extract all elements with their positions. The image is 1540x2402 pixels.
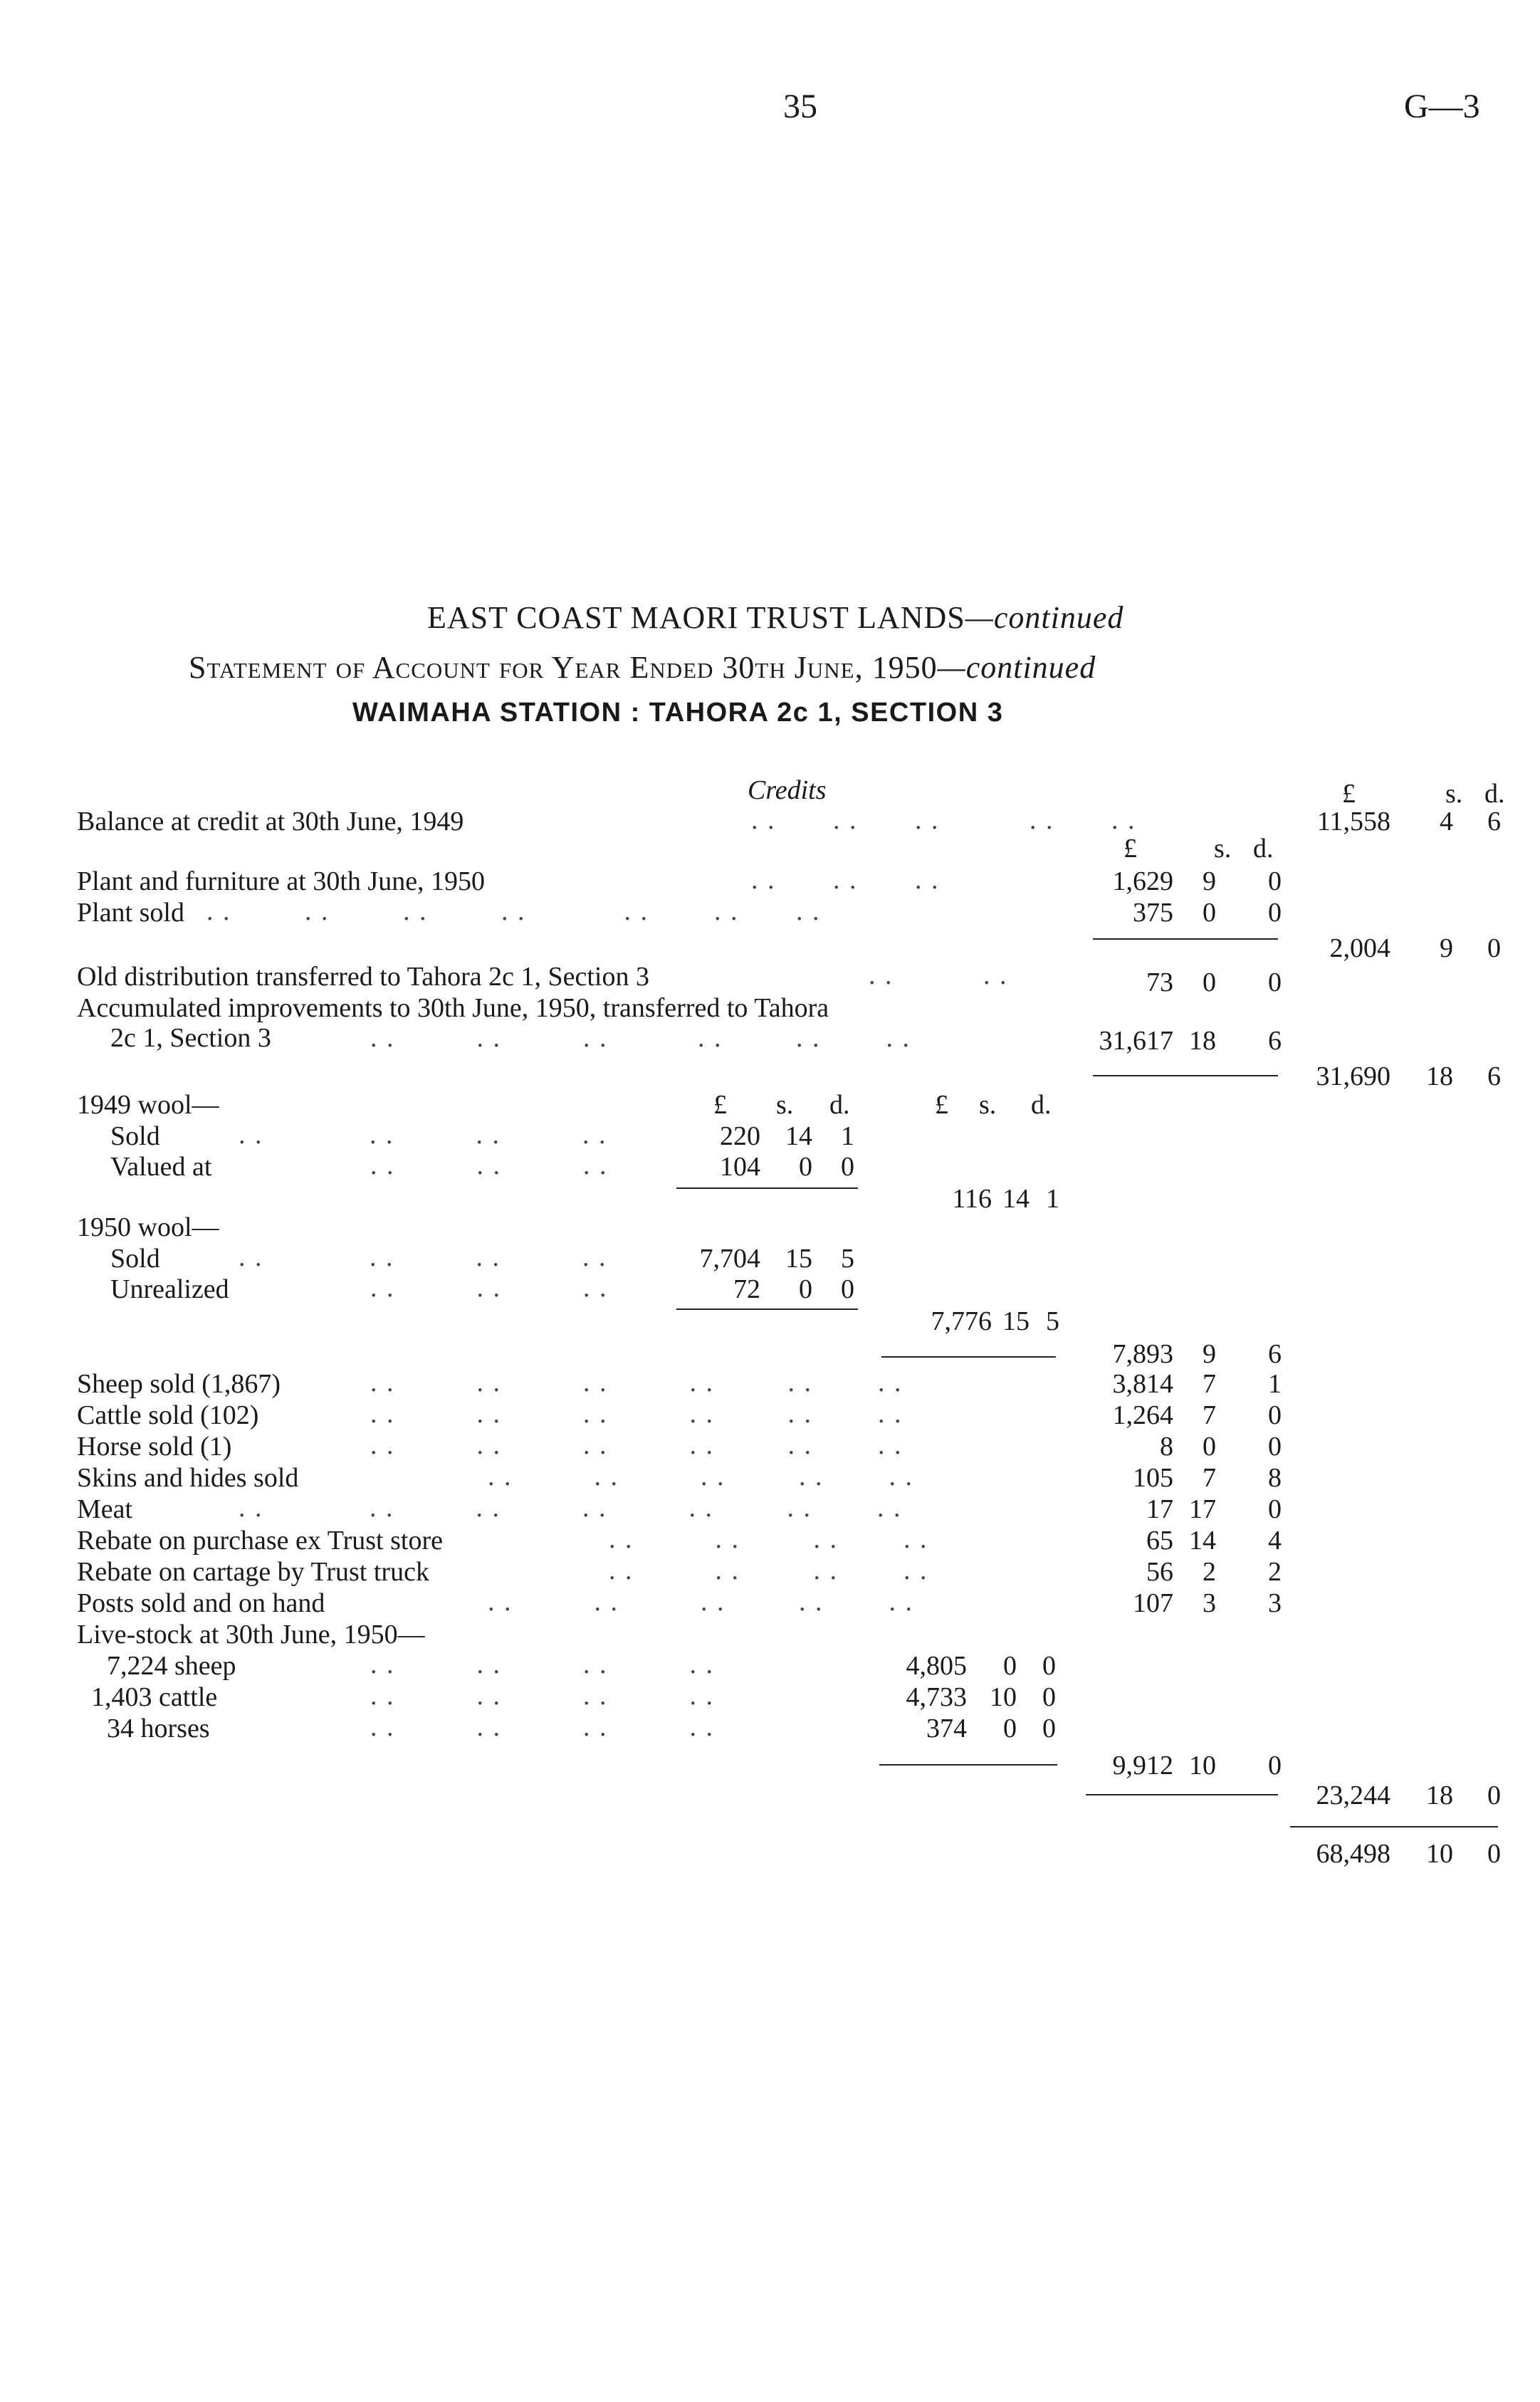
leader-dots: . . . . . . . . . . . . — [370, 1430, 903, 1460]
transfer-total-shillings: 18 — [1426, 1061, 1453, 1091]
wool-1950-total-pounds: 7,776 — [931, 1306, 992, 1336]
skins-hides-label: Skins and hides sold — [77, 1463, 299, 1493]
rebate-cartage-pounds: 56 — [1146, 1557, 1173, 1587]
rebate-cartage-label: Rebate on cartage by Trust truck — [77, 1557, 429, 1587]
livestock-sheep-shillings: 0 — [1003, 1651, 1017, 1681]
wool-1949-sold-label: Sold — [110, 1121, 160, 1151]
wool-1949-heading: 1949 wool— — [77, 1090, 219, 1120]
leader-dots: . . . . . . . . — [370, 1712, 714, 1742]
plant-total-shillings: 9 — [1440, 933, 1453, 963]
wool-1949-valued-label: Valued at — [110, 1152, 212, 1182]
leader-dots: . . . . . . . . . . . . . . — [239, 1493, 902, 1523]
rebate-cartage-shillings: 2 — [1203, 1557, 1216, 1587]
cattle-sold-shillings: 7 — [1203, 1400, 1216, 1430]
livestock-sheep-label: 7,224 sheep — [107, 1651, 236, 1681]
old-distribution-shillings: 0 — [1203, 967, 1216, 997]
leader-dots: . . . . . . . . . . . . — [370, 1368, 903, 1397]
col2-pound-header: £ — [935, 1090, 948, 1120]
col1-s-header: s. — [776, 1090, 794, 1120]
plant-total-pounds: 2,004 — [1329, 933, 1390, 963]
plant-sold-shillings: 0 — [1203, 898, 1216, 928]
subtotal-rule — [879, 1764, 1057, 1766]
trading-total-pence: 0 — [1487, 1780, 1501, 1810]
skins-hides-pence: 8 — [1268, 1463, 1282, 1493]
leader-dots: . . . . . . . . . . — [488, 1587, 913, 1617]
wool-1950-sold-pounds: 7,704 — [699, 1244, 760, 1274]
col4-s-header: s. — [1445, 779, 1463, 809]
livestock-cattle-pence: 0 — [1042, 1682, 1056, 1712]
transfer-total-pence: 6 — [1487, 1061, 1501, 1091]
plant-furniture-pounds: 1,629 — [1112, 866, 1173, 896]
leader-dots: . . . . . . — [370, 1273, 608, 1303]
plant-sold-pence: 0 — [1268, 898, 1282, 928]
wool-1949-sold-pounds: 220 — [720, 1121, 760, 1151]
plant-furniture-shillings: 9 — [1203, 866, 1216, 896]
livestock-horses-pounds: 374 — [926, 1714, 967, 1743]
plant-furniture-pence: 0 — [1268, 866, 1282, 896]
meat-label: Meat — [77, 1494, 133, 1524]
livestock-cattle-pounds: 4,733 — [906, 1682, 967, 1712]
title-line-3: WAIMAHA STATION : TAHORA 2c 1, SECTION 3 — [352, 698, 1004, 728]
accumulated-improvements-shillings: 18 — [1189, 1026, 1216, 1056]
wool-1950-sold-shillings: 15 — [785, 1244, 812, 1274]
document-reference: G—3 — [1404, 88, 1480, 125]
page-number: 35 — [783, 88, 817, 125]
cattle-sold-label: Cattle sold (102) — [77, 1400, 259, 1430]
wool-total-pounds: 7,893 — [1112, 1339, 1173, 1369]
balance-pounds: 11,558 — [1316, 807, 1390, 836]
skins-hides-pounds: 105 — [1133, 1463, 1173, 1493]
livestock-sheep-pence: 0 — [1042, 1651, 1056, 1681]
balance-pence: 6 — [1487, 807, 1501, 836]
wool-1949-sold-shillings: 14 — [785, 1121, 812, 1151]
leader-dots: . . . . . . . . . . — [751, 805, 1136, 835]
grand-total-pence: 0 — [1487, 1839, 1501, 1869]
livestock-horses-label: 34 horses — [107, 1714, 210, 1743]
wool-1949-total-pounds: 116 — [952, 1184, 992, 1214]
col3-d-header: d. — [1253, 834, 1274, 864]
title-line-2 — [189, 649, 1096, 686]
rebate-store-pounds: 65 — [1146, 1526, 1173, 1556]
balance-shillings: 4 — [1440, 807, 1453, 836]
livestock-sheep-pounds: 4,805 — [906, 1651, 967, 1681]
sheep-sold-shillings: 7 — [1203, 1369, 1216, 1399]
wool-1950-total-pence: 5 — [1046, 1306, 1059, 1336]
leader-dots: . . . . . . . . — [370, 1650, 714, 1679]
wool-1950-heading: 1950 wool— — [77, 1212, 219, 1242]
sheep-sold-pence: 1 — [1268, 1369, 1282, 1399]
subtotal-rule — [881, 1356, 1056, 1358]
leader-dots: . . . . . . . . . . . . — [370, 1399, 903, 1429]
leader-dots: . . . . . . . . . . . . . . — [206, 896, 821, 926]
leader-dots: . . . . . . . . . . . . — [370, 1023, 911, 1053]
leader-dots: . . . . . . — [370, 1150, 608, 1180]
subtotal-rule — [676, 1308, 858, 1310]
old-distribution-label: Old distribution transferred to Tahora 2c 1, Section 3 — [77, 962, 649, 992]
posts-label: Posts sold and on hand — [77, 1588, 325, 1618]
wool-1950-unrealized-label: Unrealized — [110, 1274, 229, 1304]
title-line-2-suffix: —continued — [937, 650, 1096, 685]
livestock-cattle-shillings: 10 — [990, 1682, 1017, 1712]
col2-s-header: s. — [979, 1090, 997, 1120]
wool-1950-total-shillings: 15 — [1002, 1306, 1030, 1336]
grand-total-pounds: 68,498 — [1316, 1839, 1390, 1869]
wool-1949-total-pence: 1 — [1046, 1184, 1059, 1214]
wool-1949-total-shillings: 14 — [1002, 1184, 1030, 1214]
leader-dots: . . . . . . . . — [239, 1242, 607, 1272]
col3-pound-header: £ — [1123, 834, 1137, 864]
old-distribution-pounds: 73 — [1146, 967, 1173, 997]
livestock-total-pounds: 9,912 — [1112, 1751, 1173, 1780]
credits-heading: Credits — [748, 775, 827, 805]
leader-dots: . . . . . . . . — [370, 1681, 714, 1711]
wool-1950-unrealized-shillings: 0 — [799, 1274, 812, 1304]
col2-d-header: d. — [1031, 1090, 1052, 1120]
wool-1950-unrealized-pounds: 72 — [733, 1274, 760, 1304]
title-line-1 — [427, 599, 1123, 636]
plant-furniture-label: Plant and furniture at 30th June, 1950 — [77, 866, 486, 896]
grand-total-shillings: 10 — [1426, 1839, 1453, 1869]
plant-total-pence: 0 — [1487, 933, 1501, 963]
subtotal-rule — [1093, 1075, 1278, 1076]
livestock-heading: Live-stock at 30th June, 1950— — [77, 1620, 425, 1650]
wool-1949-valued-pence: 0 — [841, 1152, 854, 1182]
wool-1949-sold-pence: 1 — [841, 1121, 854, 1151]
leader-dots: . . . . . . — [751, 865, 940, 895]
accumulated-improvements-pounds: 31,617 — [1099, 1026, 1173, 1056]
old-distribution-pence: 0 — [1268, 967, 1282, 997]
cattle-sold-pence: 0 — [1268, 1400, 1282, 1430]
col4-d-header: d. — [1484, 779, 1505, 809]
cattle-sold-pounds: 1,264 — [1112, 1400, 1173, 1430]
plant-sold-label: Plant sold — [77, 898, 184, 928]
leader-dots: . . . . . . . . — [609, 1556, 928, 1585]
rebate-store-pence: 4 — [1268, 1526, 1282, 1556]
rebate-store-label: Rebate on purchase ex Trust store — [77, 1526, 443, 1556]
leader-dots: . . . . . . . . — [239, 1120, 607, 1150]
wool-total-shillings: 9 — [1203, 1339, 1216, 1369]
posts-shillings: 3 — [1203, 1588, 1216, 1618]
balance-label: Balance at credit at 30th June, 1949 — [77, 807, 464, 836]
accumulated-improvements-label: Accumulated improvements to 30th June, 1950, transferred to Tahora — [77, 993, 829, 1023]
wool-1949-valued-pounds: 104 — [720, 1152, 760, 1182]
livestock-cattle-label: 1,403 cattle — [91, 1682, 218, 1712]
col1-d-header: d. — [829, 1090, 850, 1120]
trading-total-pounds: 23,244 — [1316, 1780, 1390, 1810]
col1-pound-header: £ — [713, 1090, 727, 1120]
transfer-total-pounds: 31,690 — [1316, 1061, 1390, 1091]
sheep-sold-pounds: 3,814 — [1112, 1369, 1173, 1399]
accumulated-improvements-label-cont: 2c 1, Section 3 — [110, 1023, 271, 1053]
title-line-2-main: Statement of Account for Year Ended 30th June, 1950 — [189, 650, 938, 685]
leader-dots: . . . . . . . . — [609, 1524, 928, 1554]
subtotal-rule — [1093, 938, 1278, 940]
horse-sold-pence: 0 — [1268, 1432, 1282, 1462]
livestock-total-shillings: 10 — [1189, 1751, 1216, 1780]
livestock-horses-shillings: 0 — [1003, 1714, 1017, 1743]
col3-s-header: s. — [1214, 834, 1232, 864]
sheep-sold-label: Sheep sold (1,867) — [77, 1369, 281, 1399]
subtotal-rule — [1086, 1794, 1278, 1795]
wool-1950-unrealized-pence: 0 — [841, 1274, 854, 1304]
horse-sold-shillings: 0 — [1203, 1432, 1216, 1462]
title-line-1-main: EAST COAST MAORI TRUST LANDS — [427, 600, 965, 635]
rebate-store-shillings: 14 — [1189, 1526, 1216, 1556]
title-line-1-suffix: —continued — [965, 600, 1124, 635]
horse-sold-pounds: 8 — [1160, 1432, 1173, 1462]
total-rule — [1290, 1826, 1498, 1827]
wool-total-pence: 6 — [1268, 1339, 1282, 1369]
plant-sold-pounds: 375 — [1133, 898, 1173, 928]
leader-dots: . . . . . . . . . . — [488, 1462, 913, 1491]
wool-1950-sold-label: Sold — [110, 1244, 160, 1274]
wool-1950-sold-pence: 5 — [841, 1244, 854, 1274]
leader-dots: . . . . — [869, 960, 1008, 990]
meat-shillings: 17 — [1189, 1494, 1216, 1524]
trading-total-shillings: 18 — [1426, 1780, 1453, 1810]
meat-pence: 0 — [1268, 1494, 1282, 1524]
posts-pounds: 107 — [1133, 1588, 1173, 1618]
meat-pounds: 17 — [1146, 1494, 1173, 1524]
wool-1949-valued-shillings: 0 — [799, 1152, 812, 1182]
accumulated-improvements-pence: 6 — [1268, 1026, 1282, 1056]
skins-hides-shillings: 7 — [1203, 1463, 1216, 1493]
subtotal-rule — [676, 1187, 858, 1189]
rebate-cartage-pence: 2 — [1268, 1557, 1282, 1587]
livestock-total-pence: 0 — [1268, 1751, 1282, 1780]
posts-pence: 3 — [1268, 1588, 1282, 1618]
livestock-horses-pence: 0 — [1042, 1714, 1056, 1743]
col4-pound-header: £ — [1342, 779, 1356, 809]
horse-sold-label: Horse sold (1) — [77, 1432, 232, 1462]
